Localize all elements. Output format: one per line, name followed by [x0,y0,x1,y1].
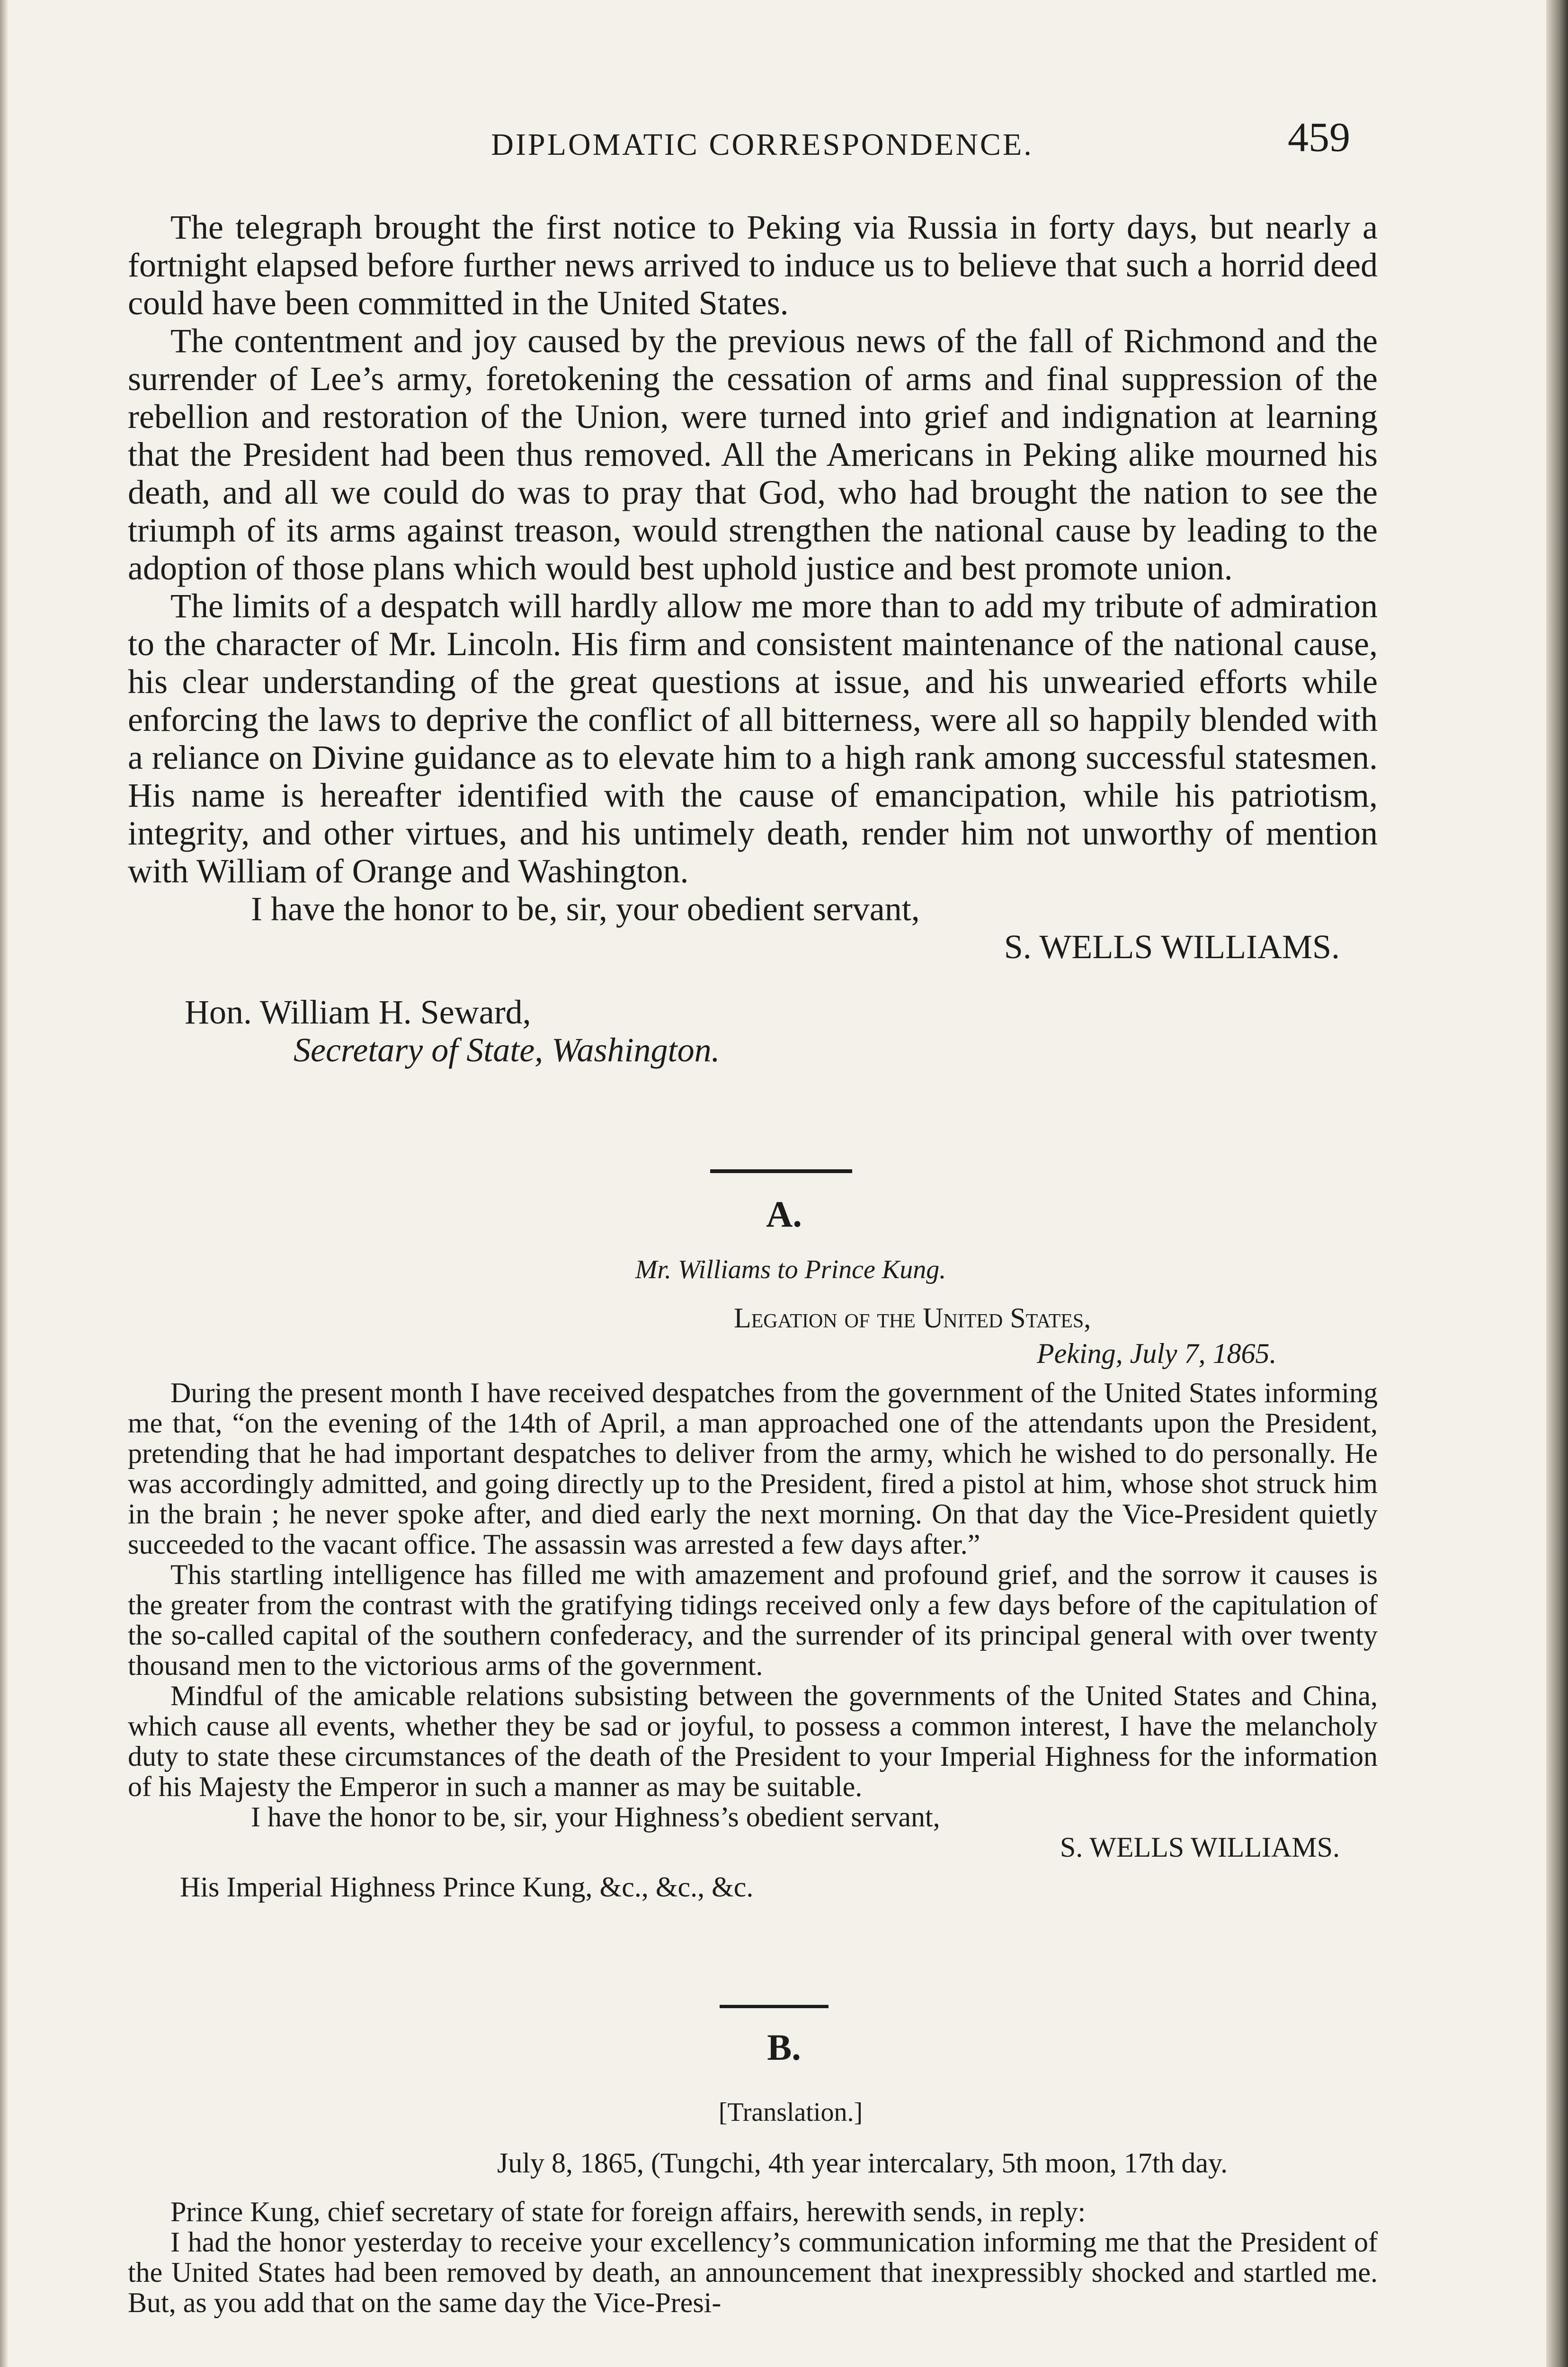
paragraph: During the present month I have received despatches from the government of the United States informing me that, “on the evening of the 14th of April, a man approached one of the attendants upon the President, pretending that he had important despatches to deliver from the army, which he wished to do personally. He was accordingly admitted, and going directly up to the President, fired a pistol at him, whose shot struck him in the brain ; he never spoke after, and died early the next morning. On that day the Vice-President quietly succeeded to the vacant office. The assassin was arrested a few days after.” [128,1377,1378,1560]
addressee-title: Secretary of State, Washington. [294,1031,720,1069]
section-a-closing: I have the honor to be, sir, your Highness’s obedient servant, [251,1801,940,1833]
page-left-edge [0,0,9,2367]
section-a-signature: S. WELLS WILLIAMS. [1060,1832,1340,1863]
paragraph: The contentment and joy caused by the previous news of the fall of Richmond and the surrender of Lee’s army, foretokening the cessation of arms and final suppression of the rebellion and restoration of the Union, were turned into grief and indignation at learning that the President had been thus removed. All the Americans in Peking alike mourned his death, and all we could do was to pray that God, who had brought the nation to see the triumph of its arms against treason, would strengthen the national cause by leading to the adoption of those plans which would best uphold justice and best promote union. [128,322,1378,587]
translation-note: [Translation.] [718,2098,863,2127]
addressee-name: Hon. William H. Seward, [185,993,531,1031]
section-divider [720,2005,829,2008]
paragraph: Prince Kung, chief secretary of state for foreign affairs, herewith sends, in reply: [170,2196,1086,2227]
section-a-dateline-place: Legation of the United States, [734,1302,1091,1334]
page-number: 459 [1288,115,1350,160]
paragraph: I had the honor yesterday to receive your excellency’s communication informing me that the President of the United States had been removed by death, an announcement that inexpressibly shocked and startled me. But, as you add that on the same day the Vice-Presi- [128,2226,1378,2318]
closing-line: I have the honor to be, sir, your obedient servant, [251,890,920,928]
section-a-title: Mr. Williams to Prince Kung. [635,1255,946,1284]
signature: S. WELLS WILLIAMS. [1004,928,1340,966]
paragraph: This startling intelligence has filled me with amazement and profound grief, and the sorrow it causes is the greater from the contrast with the gratifying tidings received only a few days before of the capitulation of the so-called capital of the southern confederacy, and the surrender of its principal general with over twenty thousand men to the victorious arms of the government. [128,1559,1378,1681]
section-a-body [128,1378,1378,1902]
section-divider [710,1169,852,1173]
section-a-addressee: His Imperial Highness Prince Kung, &c., &c., &c. [180,1871,754,1903]
running-head: DIPLOMATIC CORRESPONDENCE. [491,127,1033,162]
letter-body [128,208,1378,1069]
section-b-body [128,2197,1378,2318]
section-a-dateline-date: Peking, July 7, 1865. [1037,1338,1277,1369]
section-b-letter: B. [767,2027,801,2068]
section-b-dateline: July 8, 1865, (Tungchi, 4th year intercalary, 5th moon, 17th day. [497,2147,1228,2179]
paragraph: The telegraph brought the first notice to Peking via Russia in forty days, but nearly a fortnight elapsed before further news arrived to induce us to believe that such a horrid deed could have been committed in the United States. [128,208,1378,322]
paragraph: The limits of a despatch will hardly allow me more than to add my tribute of admiration to the character of Mr. Lincoln. His firm and consistent maintenance of the national cause, his clear understanding of the great questions at issue, and his unwearied efforts while enforcing the laws to deprive the conflict of all bitterness, were all so happily blended with a reliance on Divine guidance as to elevate him to a high rank among successful statesmen. His name is hereafter identified with the cause of emancipation, while his patriotism, integrity, and other virtues, and his untimely death, render him not unworthy of mention with William of Orange and Washington. [128,587,1378,890]
paragraph: Mindful of the amicable relations subsisting between the governments of the United States and China, which cause all events, whether they be sad or joyful, to possess a common interest, I have the melancholy duty to state these circumstances of the death of the President to your Imperial Highness for the information of his Majesty the Emperor in such a manner as may be suitable. [128,1680,1378,1802]
section-a-letter: A. [766,1193,802,1235]
page-right-edge [1546,0,1568,2367]
